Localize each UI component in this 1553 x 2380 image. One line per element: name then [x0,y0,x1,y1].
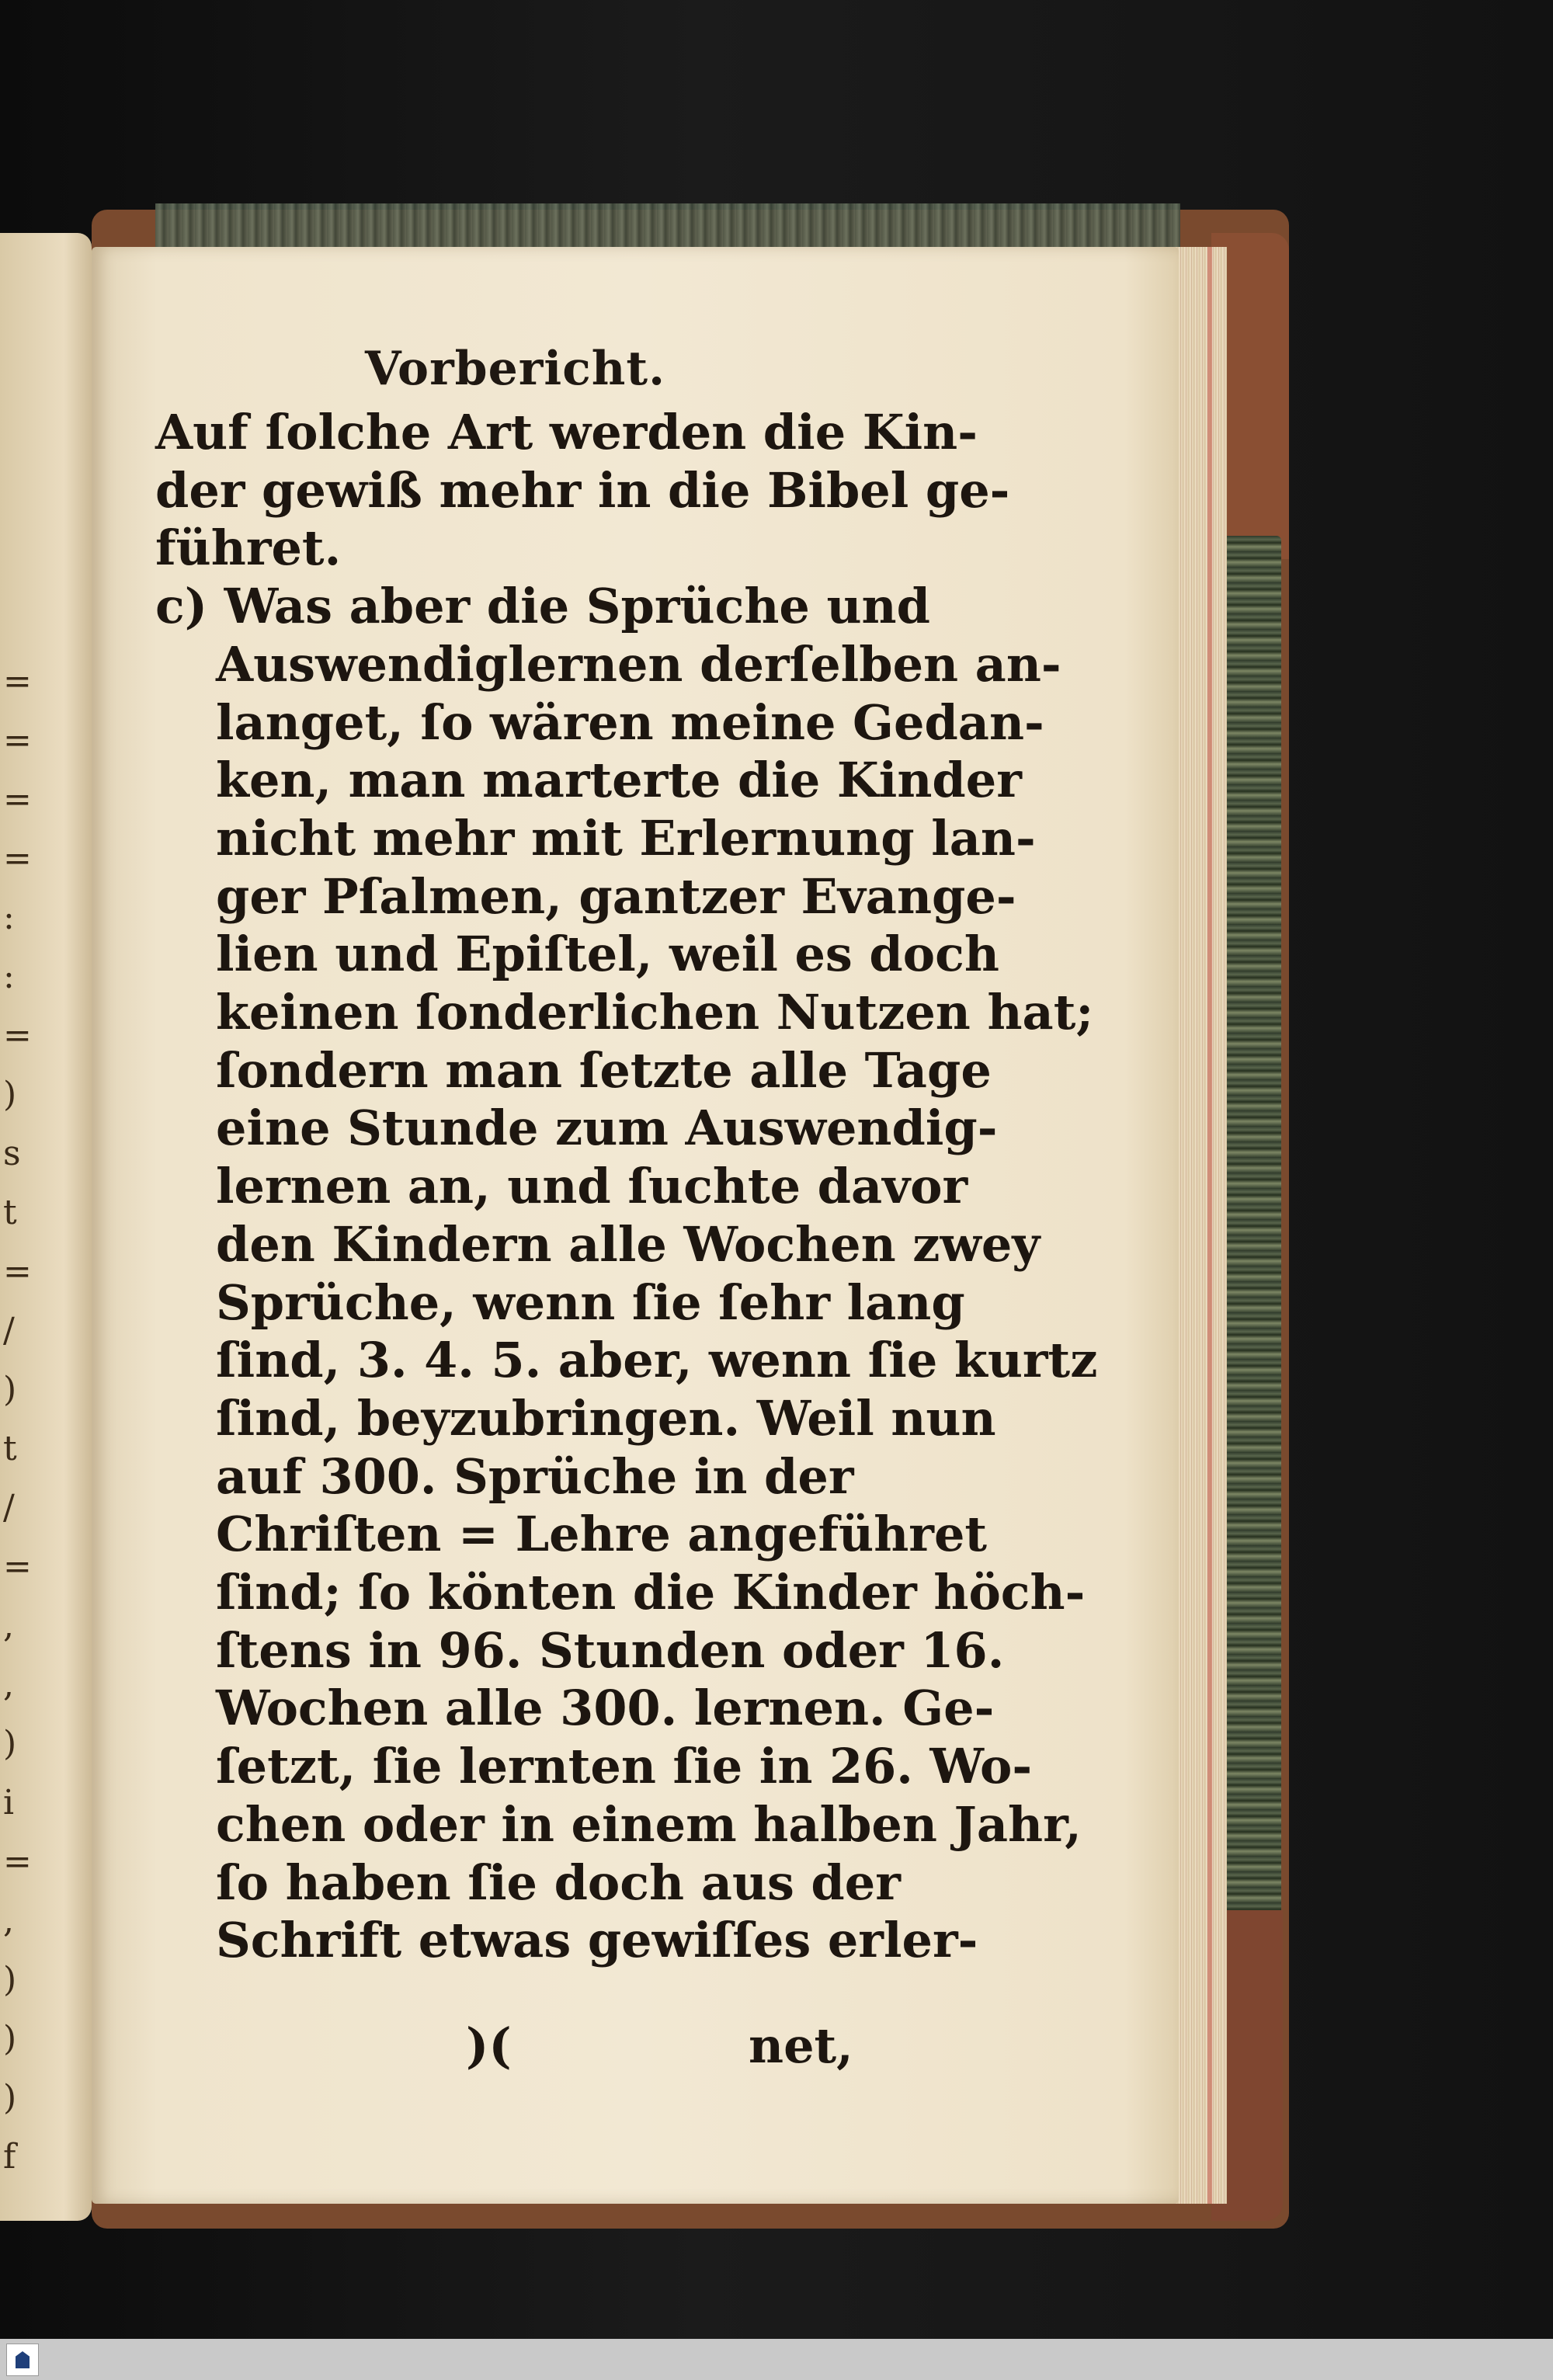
marbled-board [1221,536,1281,1934]
previous-page-mark: i [3,1783,15,1822]
previous-page-mark: , [3,1606,14,1645]
previous-page-mark: : [3,898,15,937]
running-head: Vorbericht. [365,342,665,396]
previous-page-mark: s [3,1134,21,1173]
previous-page-mark: = [3,662,32,701]
text-line: keinen ſonderlichen Nutzen hat; [216,984,1094,1041]
previous-page-mark: = [3,780,32,819]
previous-page-mark: = [3,721,32,760]
cover-edge-top [155,203,1180,250]
previous-page-mark: ) [3,1370,17,1409]
red-edge-stain [1207,247,1212,2204]
text-line: ken, man marterte die Kinder [216,752,1022,809]
text-line: ger Pſalmen, gantzer Evange- [216,867,1016,925]
catchword: net, [749,2017,853,2074]
previous-page-mark: , [3,1901,14,1940]
previous-page-mark: ) [3,2019,17,2059]
previous-page-mark: / [3,1311,15,1350]
text-line: der gewiß mehr in die Bibel ge- [155,461,1010,519]
text-line: Sprüche, wenn ſie ſehr lang [216,1273,965,1331]
previous-page-edge [0,233,92,2221]
text-line: nicht mehr mit Erlernung lan- [216,809,1036,867]
text-line: lien und Epiſtel, weil es doch [216,926,999,983]
signature-mark: )( [466,2017,512,2074]
text-line: ſtens in 96. Stunden oder 16. [216,1621,1005,1679]
viewer-bottom-bar [0,2339,1553,2380]
previous-page-mark: t [3,1429,17,1468]
previous-page-mark: = [3,1016,32,1055]
previous-page-mark: ) [3,2078,17,2118]
text-line: Auf ſolche Art werden die Kin- [155,404,978,460]
text-line: ſind, 3. 4. 5. aber, wenn ſie kurtz [216,1332,1098,1389]
text-line: ſind, beyzubringen. Weil nun [216,1389,996,1447]
library-logo-icon[interactable] [6,2344,39,2376]
text-line: ſind; ſo könten die Kinder höch- [216,1564,1086,1621]
text-line: führet. [155,519,342,577]
text-line: eine Stunde zum Auswendig- [216,1100,998,1157]
previous-page-mark: : [3,957,15,996]
text-line: auf 300. Sprüche in der [216,1447,854,1505]
text-line: Schrift etwas gewiſſes erler- [216,1912,978,1969]
text-line: den Kindern alle Wochen zwey [216,1215,1041,1273]
previous-page-text-fragments [3,652,32,2187]
previous-page-mark: = [3,839,32,878]
text-line: ſetzt, ſie lernten ſie in 26. Wo- [216,1738,1033,1795]
text-line: lernen an, und ſuchte davor [216,1158,968,1215]
text-line: ſondern man ſetzte alle Tage [216,1041,992,1099]
text-line: c) Was aber die Sprüche und [155,578,930,635]
previous-page-mark: ) [3,1724,17,1763]
text-line: langet, ſo wären meine Gedan- [216,693,1044,751]
previous-page-mark: , [3,1665,14,1704]
previous-page-mark: = [3,1252,32,1291]
text-line: Auswendiglernen derſelben an- [216,635,1061,693]
text-line: ſo haben ſie doch aus der [216,1854,901,1911]
previous-page-mark: f [3,2137,16,2177]
previous-page-mark: ) [3,1960,17,2000]
previous-page-mark: = [3,1547,32,1586]
library-logo-mark [16,2351,30,2368]
previous-page-mark: / [3,1488,15,1527]
previous-page-mark: ) [3,1075,17,1114]
text-line: Wochen alle 300. lernen. Ge- [216,1680,995,1737]
text-line: Chriſten = Lehre angeführet [216,1506,988,1563]
text-line: chen oder in einem halben Jahr, [216,1795,1082,1853]
previous-page-mark: = [3,1842,32,1881]
previous-page-mark: t [3,1193,17,1232]
